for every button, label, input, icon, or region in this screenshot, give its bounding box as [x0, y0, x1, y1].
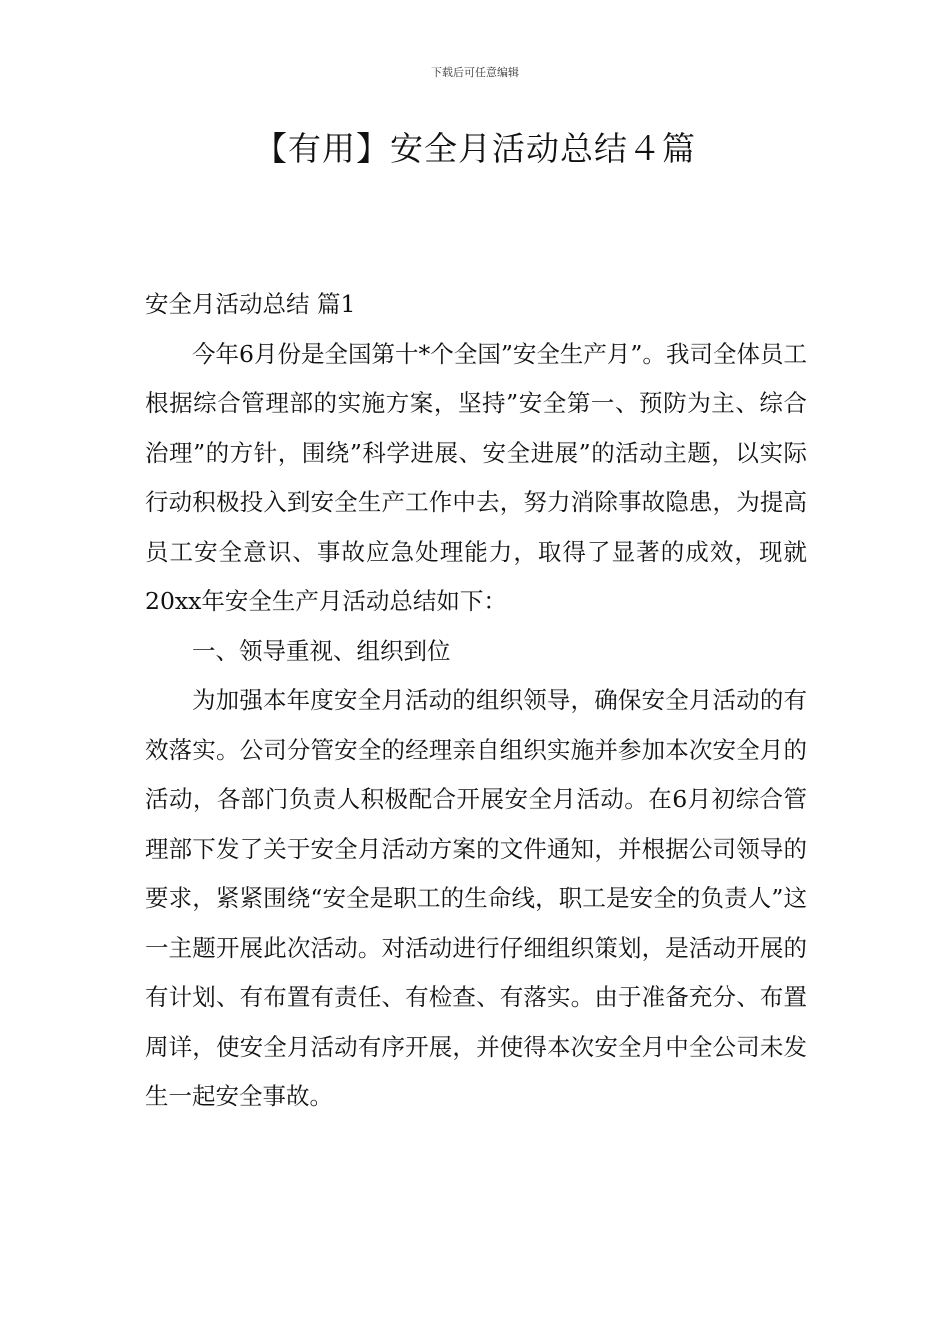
- subheading-leadership: 一、领导重视、组织到位: [192, 636, 451, 665]
- header-note: 下载后可任意编辑: [431, 66, 519, 79]
- section-heading: 安全月活动总结 篇1: [145, 290, 356, 318]
- paragraph-leadership: 为加强本年度安全月活动的组织领导，确保安全月活动的有效落实。公司分管安全的经理亲自组织实施并参加本次安全月的活动，各部门负责人积极配合开展安全月活动。在6月初综合管理部下发了关于安全月活动方案的文件通知，并根据公司领导的要求，紧紧围绕“安全是职工的生命线，职工是安全的负责人”这一主题开展此次活动。对活动进行仔细组织策划，是活动开展的有计划、有布置有责任、有检查、有落实。由于准备充分、布置周详，使安全月活动有序开展，并使得本次安全月中全公司未发生一起安全事故。: [145, 686, 807, 1110]
- paragraph-intro: 今年6月份是全国第十*个全国”安全生产月”。我司全体员工根据综合管理部的实施方案，坚持”安全第一、预防为主、综合治理”的方针，围绕”科学进展、安全进展”的活动主题，以实际行动积极投入到安全生产工作中去，努力消除事故隐患，为提高员工安全意识、事故应急处理能力，取得了显著的成效，现就20xx年安全生产月活动总结如下：: [145, 339, 807, 615]
- document-title: 【有用】安全月活动总结４篇: [254, 129, 696, 168]
- document-body: [145, 280, 807, 1122]
